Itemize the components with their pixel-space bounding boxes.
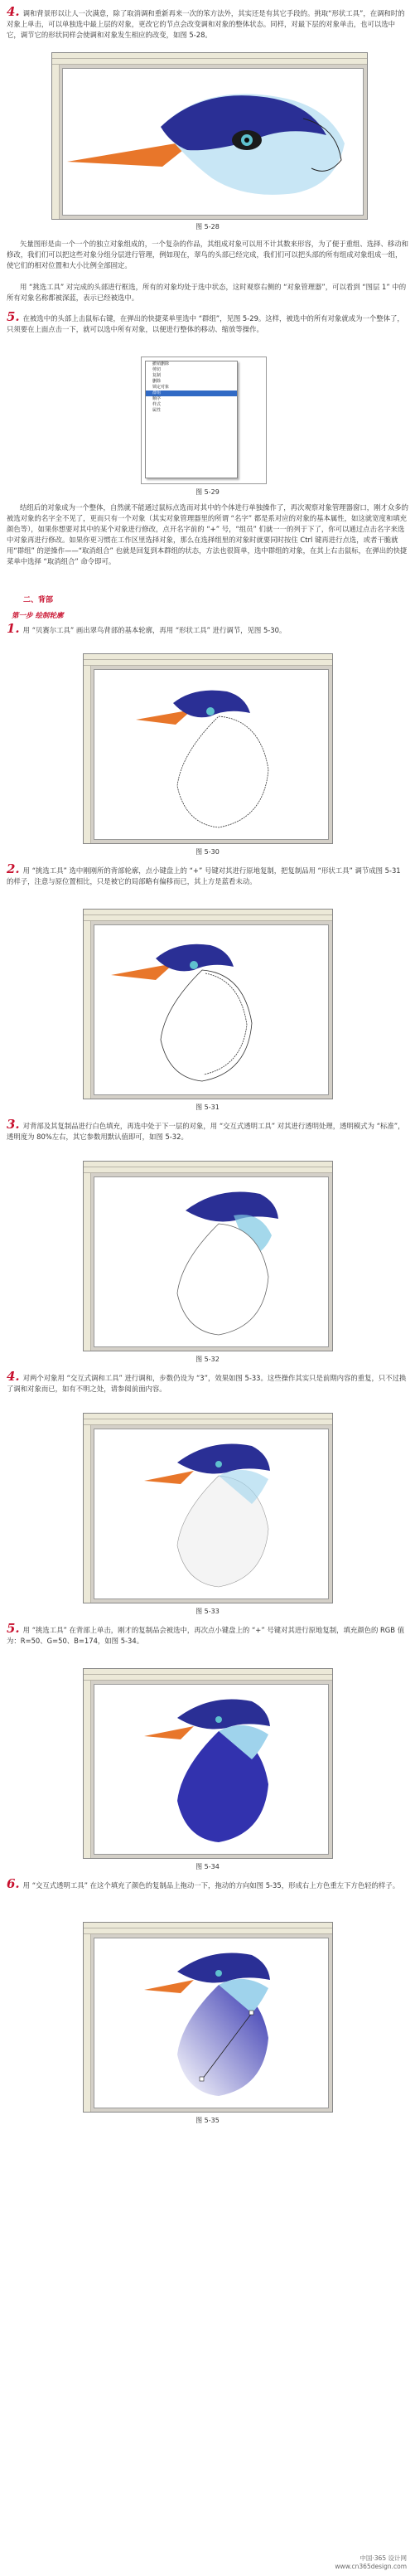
property-bar: [84, 1675, 332, 1681]
step-text: 用 “挑选工具” 选中刚刚所的背部轮廓，点小键盘上的 “+” 号键对其进行原地复制，把复制品用 “形状工具” 调节成图 5-31 的样子，注意与原位置相比，只是被它的局部略有偏移而已，其上方是蓝看未动。: [7, 866, 401, 885]
toolbox: [84, 1173, 91, 1351]
property-bar: [52, 59, 367, 65]
drawing-canvas: [94, 1429, 329, 1599]
toolbar: [84, 1923, 332, 1928]
menu-item[interactable]: 撤销删除: [152, 361, 170, 366]
step-number: 4.: [7, 1369, 20, 1384]
step-text: 调和背景形以让人一次满意，除了取消调和重新再来一次的笨方法外，其实还是有其它手段的。挑取“形状工具”，在调和时的对象上单击，可以单独选中最上层的对象，更改它的节点会改变调和对象的整体状态。同样，对最下层的对象单击，也可以选中它，调节它的形状同样会使调和对象发生相应的改变，如图 5-28。: [7, 9, 405, 39]
step-number: 4.: [7, 4, 20, 19]
bird-head-illustration: [63, 69, 363, 215]
toolbox: [84, 666, 91, 843]
bird-duplicate-illustration: [94, 925, 328, 1094]
site-footer: [335, 2554, 407, 2570]
section-heading: 二、背部: [23, 596, 54, 604]
property-bar: [84, 915, 332, 921]
figure-caption: 图 5-29: [195, 488, 220, 496]
property-bar: [84, 1419, 332, 1425]
figure-caption: 图 5-35: [195, 2117, 220, 2124]
step-text: 对两个对象用 “交互式调和工具” 进行调和，步数仍设为 “3”，效果如图 5-33。这些操作其实只是前期内容的重复，只不过换了调和对象而已，如有不明之处，请参阅前面内容。: [7, 1374, 407, 1393]
menu-item[interactable]: 锁定对象: [152, 385, 170, 390]
menu-item-group[interactable]: 群组: [146, 391, 237, 396]
drawing-canvas: [94, 924, 329, 1095]
figure-5-34-screenshot: [83, 1668, 333, 1859]
step-5-paragraph: [7, 309, 408, 335]
figure-5-28-screenshot: [51, 52, 368, 220]
toolbar: [84, 1669, 332, 1675]
step-2-paragraph: [7, 861, 408, 887]
toolbar: [84, 654, 332, 660]
toolbox: [84, 921, 91, 1099]
step-text: 用 “挑选工具” 在背部上单击，刚才的复制品会被选中，再次点小键盘上的 “+” 号键对其进行原地复制，填充颜色的 RGB 值为：R=50、G=50、B=174，如图 5-34。: [7, 1626, 405, 1645]
step-3-paragraph: [7, 1119, 408, 1142]
step-number: 5.: [7, 309, 20, 324]
bird-blend-illustration: [94, 1429, 328, 1598]
subsection-heading: 第一步 绘制轮廓: [12, 612, 64, 620]
figure-caption: 图 5-31: [195, 1104, 220, 1111]
context-menu: [145, 361, 238, 478]
figure-5-29-screenshot: [141, 357, 267, 484]
property-bar: [84, 1167, 332, 1173]
step-1-paragraph: [7, 623, 408, 636]
step-text: 用 “贝赛尔工具” 画出翠鸟背部的基本轮廓，再用 “形状工具” 进行调节，见图 5-30。: [22, 626, 287, 634]
figure-5-35-screenshot: [83, 1922, 333, 2113]
group-paragraph: 结组后的对象成为一个整体，自然就不能通过鼠标点选而对其中的个体进行单独操作了，再次观察对象管理器窗口，刚才众多的被选对象的名字全不见了，更而只有一个对象（其实对象管理器里的所谓 “名字” 都是系对应的对象的基本属性，如这就宽度和填充颜色等），如果你想要对其中的某个对象进行修改，点开名字前的 “+” 号，“组员” 们就一一的列于下了，你可以通过点击名字来选中对象再进行修改。如果你更习惯在工作区里选择对象，那么在选择组里的对象时就要同时按住 Ctrl 键再进行点选，或者干脆就用“群组” 的逆操作——“取消组合” 也就是回复到本群组的状态，方法也很简单，选中群组的对象，在其上右击鼠标，在弹出的快捷菜单中选择 “取消组合” 命令即可。: [7, 503, 408, 565]
drawing-canvas: [94, 1938, 329, 2108]
step-text: 用 “交互式透明工具” 在这个填充了颜色的复制品上拖动一下，拖动的方向如图 5-35，形成右上方色重左下方色轻的样子。: [22, 1881, 400, 1890]
step-6-paragraph: [7, 1876, 408, 1891]
menu-item[interactable]: 剪切: [152, 367, 162, 372]
toolbox: [84, 1425, 91, 1603]
bird-outline-illustration: [94, 670, 328, 839]
step-number: 3.: [7, 1117, 20, 1132]
step-number: 6.: [7, 1876, 20, 1891]
toolbar: [84, 910, 332, 915]
site-name: 中国·365 设计网: [360, 2554, 407, 2562]
pupil-shape: [244, 138, 249, 143]
figure-caption: 图 5-28: [195, 223, 220, 230]
figure-caption: 图 5-34: [195, 1863, 220, 1870]
drawing-canvas: [94, 669, 329, 840]
menu-item[interactable]: 删除: [152, 379, 162, 384]
select-paragraph: 用 “挑选工具” 对完成的头部进行框选，所有的对象均处于选中状态，这时观察右侧的 “对象管理器”，可以看到 “图层 1” 中的所有对象名称都被深蓝，表示已经被选中。: [7, 283, 407, 302]
figure-5-32-screenshot: [83, 1161, 333, 1351]
menu-item[interactable]: 样式: [152, 402, 162, 407]
bird-gradient-illustration: [94, 1938, 328, 2108]
toolbar: [84, 1414, 332, 1419]
step-number: 1.: [7, 621, 20, 636]
step-text: 在被选中的头部上击鼠标右键，在弹出的快捷菜单里选中 “群组”，见图 5-29。这样，被选中的所有对象就成为一个整体了，只须要在上面点击一下，就可以选中所有对象，以便进行整体的移动、缩放等操作。: [7, 314, 404, 333]
property-bar: [84, 1928, 332, 1934]
toolbox: [84, 1934, 91, 2112]
figure-5-33-screenshot: [83, 1413, 333, 1603]
drawing-canvas: [62, 68, 364, 216]
drawing-canvas: [94, 1684, 329, 1855]
bird-filled-illustration: [94, 1685, 328, 1854]
step-5-paragraph: [7, 1623, 408, 1647]
property-bar: [84, 660, 332, 666]
step-4-paragraph: [7, 4, 408, 41]
menu-item[interactable]: 属性: [152, 408, 162, 413]
step-4-paragraph: [7, 1371, 408, 1395]
figure-caption: 图 5-33: [195, 1608, 220, 1615]
drawing-canvas: [94, 1176, 329, 1347]
menu-item[interactable]: 顺序: [152, 396, 162, 401]
vector-paragraph: 矢量图形是由一个一个的独立对象组成的，一个复杂的作品，其组成对象可以用不计其数来形容，为了便于重组、选择、移动和修改，我们们可以把这些对象分组分层进行管理，例如现在，翠鸟的头部已经完成，我们们可以把头部的所有组成对象组成一组，使它们的相对位置和大小比例全部固定。: [7, 240, 408, 269]
toolbar: [84, 1162, 332, 1167]
figure-caption: 图 5-32: [195, 1356, 220, 1363]
step-text: 对背部及其复制品进行白色填充，再选中处于下一层的对象，用 “交互式透明工具” 对其进行透明处理，透明模式为 “标准”，透明度为 80%左右，其它参数用默认值即可，如图 5-32。: [7, 1122, 405, 1141]
bird-transparent-illustration: [94, 1177, 328, 1346]
figure-caption: 图 5-30: [195, 848, 220, 856]
toolbox: [52, 65, 60, 219]
menu-item[interactable]: 复制: [152, 373, 162, 378]
site-url: www.cn365design.com: [335, 2563, 407, 2570]
figure-5-30-screenshot: [83, 653, 333, 844]
figure-5-31-screenshot: [83, 909, 333, 1099]
toolbar: [52, 53, 367, 59]
toolbox: [84, 1681, 91, 1858]
step-number: 5.: [7, 1621, 20, 1636]
step-number: 2.: [7, 861, 20, 876]
